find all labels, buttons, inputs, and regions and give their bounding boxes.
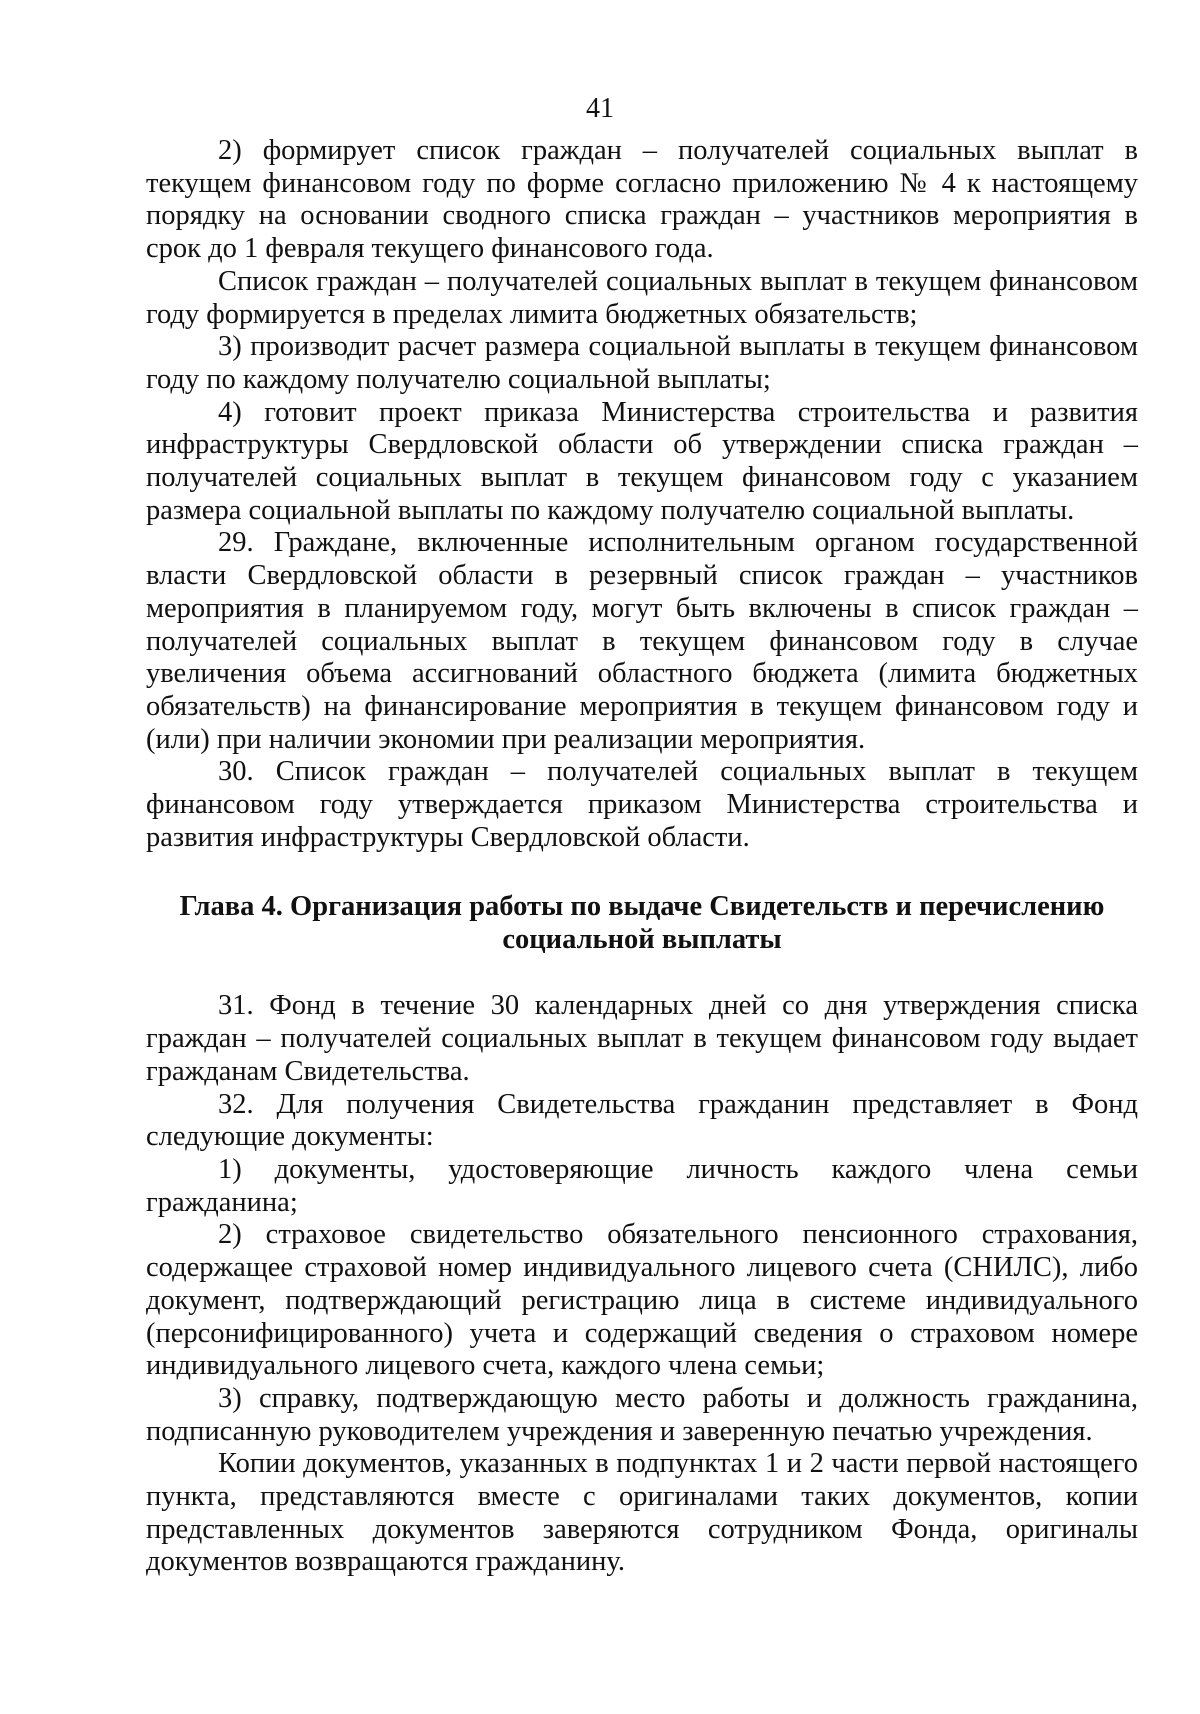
paragraph-item-4: 4) готовит проект приказа Министерства строительства и развития инфраструктуры Свердловской области об утверждении списка граждан – получателей социальных выплат в текущем финансовом году с указанием размера социальной выплаты по каждому получателю социальной выплаты.: [146, 396, 1138, 526]
chapter-heading: [146, 890, 1138, 956]
paragraph-item-3: 3) производит расчет размера социальной выплаты в текущем финансовом году по каждому получателю социальной выплаты;: [146, 331, 1138, 395]
paragraph-31: 31. Фонд в течение 30 календарных дней со дня утверждения списка граждан – получателей социальных выплат в текущем финансовом году выдает гражданам Свидетельства.: [146, 990, 1138, 1087]
paragraph-29: 29. Граждане, включенные исполнительным органом государственной власти Свердловской области в резервный список граждан – участников мероприятия в планируемом году, могут быть включены в список граждан – получателей социальных выплат в текущем финансовом году в случае увеличения объема ассигнований областного бюджета (лимита бюджетных обязательств) на финансирование мероприятия в текущем финансовом году и (или) при наличии экономии при реализации мероприятия.: [146, 527, 1138, 755]
paragraph-32-item-1: 1) документы, удостоверяющие личность каждого члена семьи гражданина;: [146, 1153, 1138, 1218]
document-body: [146, 135, 1138, 1579]
chapter-heading-line-2: социальной выплаты: [502, 924, 782, 956]
paragraph-32-item-2: 2) страховое свидетельство обязательного пенсионного страхования, содержащее страховой номер индивидуального лицевого счета (СНИЛС), либо документ, подтверждающий регистрацию лица в системе индивидуального (персонифицированного) учета и содержащий сведения о страховом номере индивидуального лицевого счета, каждого члена семьи;: [146, 1219, 1138, 1382]
paragraph-list-limit: Список граждан – получателей социальных выплат в текущем финансовом году формируется в пределах лимита бюджетных обязательств;: [146, 265, 1138, 330]
paragraph-copies: Копии документов, указанных в подпунктах 1 и 2 части первой настоящего пункта, представляются вместе с оригиналами таких документов, копии представленных документов заверяются сотрудником Фонда, оригиналы документов возвращаются гражданину.: [146, 1448, 1138, 1578]
chapter-heading-line-1: Глава 4. Организация работы по выдаче Свидетельств и перечислению: [179, 891, 1105, 923]
paragraph-32: 32. Для получения Свидетельства гражданин представляет в Фонд следующие документы:: [146, 1088, 1138, 1153]
paragraph-item-2: 2) формирует список граждан – получателей социальных выплат в текущем финансовом году по форме согласно приложению № 4 к настоящему порядку на основании сводного списка граждан – участников мероприятия в срок до 1 февраля текущего финансового года.: [146, 135, 1138, 265]
paragraph-30: 30. Список граждан – получателей социальных выплат в текущем финансовом году утверждается приказом Министерства строительства и развития инфраструктуры Свердловской области.: [146, 756, 1138, 853]
page-number: 41: [586, 93, 614, 124]
paragraph-32-item-3: 3) справку, подтверждающую место работы и должность гражданина, подписанную руководителем учреждения и заверенную печатью учреждения.: [146, 1382, 1138, 1447]
